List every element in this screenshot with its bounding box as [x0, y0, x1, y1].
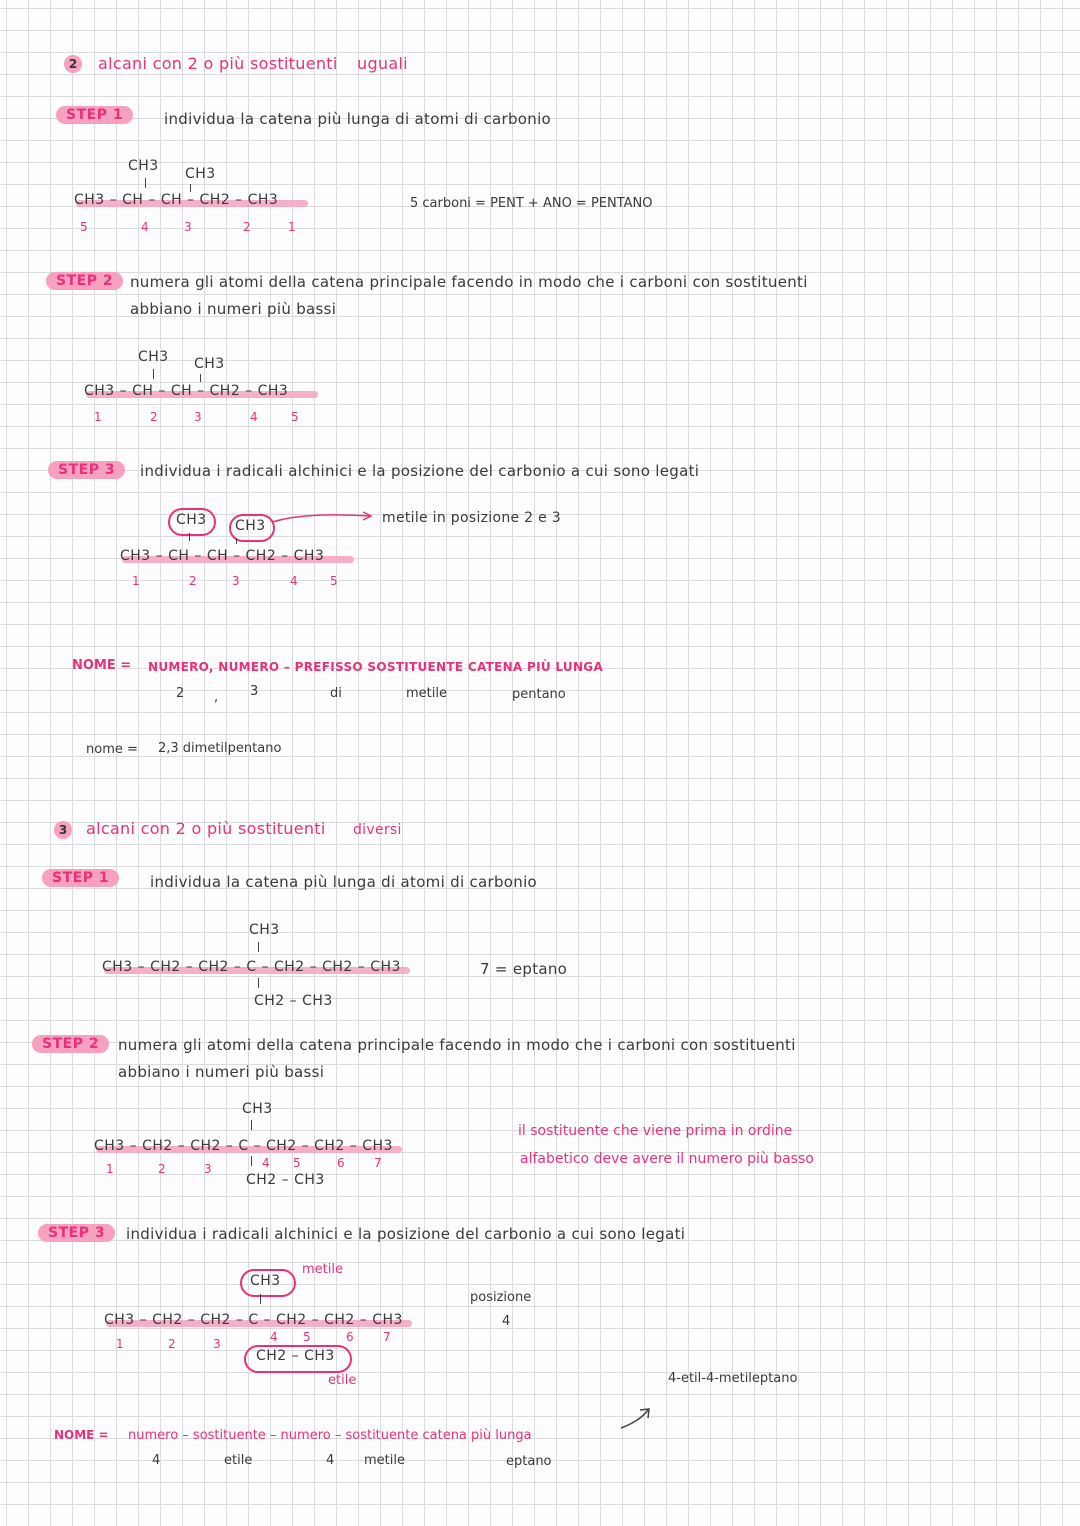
name-value: metile — [406, 686, 447, 701]
bond-line — [190, 184, 191, 192]
name-label: NOME = — [72, 658, 132, 673]
chain-number: 5 — [293, 1156, 301, 1170]
chain-number: 3 — [213, 1337, 221, 1351]
section-3-title-main: alcani con 2 o più sostituenti — [86, 819, 326, 838]
chain-number: 2 — [189, 574, 197, 588]
step-2-text-line1: numera gli atomi della catena principale facendo in modo che i carboni con sostituenti — [118, 1036, 796, 1054]
chain-number: 4 — [270, 1330, 278, 1344]
chain-number: 2 — [158, 1162, 166, 1176]
name-value: metile — [364, 1453, 405, 1468]
chain-number: 3 — [204, 1162, 212, 1176]
bond-line — [258, 942, 259, 952]
substituent-ch3: CH3 — [250, 1273, 281, 1289]
step-2-badge: STEP 2 — [32, 1035, 109, 1053]
step-2-text-line1: numera gli atomi della catena principale facendo in modo che i carboni con sostituenti — [130, 273, 808, 291]
chain-number: 2 — [150, 410, 158, 424]
step-2-badge: STEP 2 — [46, 272, 123, 290]
rule-note-line2: alfabetico deve avere il numero più basso — [520, 1151, 814, 1167]
name-pattern: NUMERO, NUMERO – PREFISSO SOSTITUENTE CATENA PIÙ LUNGA — [148, 660, 604, 674]
substituent-ethyl: CH2 – CH3 — [254, 993, 333, 1009]
bond-line — [260, 1294, 261, 1304]
step-1-badge: STEP 1 — [56, 106, 133, 124]
chain-number: 1 — [288, 220, 296, 234]
substituent-ch3-b: CH3 — [194, 356, 225, 372]
chain-number: 7 — [383, 1330, 391, 1344]
name-value: pentano — [512, 687, 566, 702]
bond-line — [153, 369, 154, 379]
bond-line — [145, 178, 146, 188]
step-1-text: individua la catena più lunga di atomi di carbonio — [150, 873, 538, 891]
step-1-text: individua la catena più lunga di atomi di carbonio — [164, 110, 552, 128]
substituent-ch3: CH3 — [249, 922, 280, 938]
name-label: NOME = — [54, 1428, 109, 1442]
label-etile: etile — [328, 1373, 357, 1388]
section-3-title — [86, 819, 402, 838]
name-value: eptano — [506, 1454, 552, 1469]
step-1-badge: STEP 1 — [42, 869, 119, 887]
section-2-title-main: alcani con 2 o più sostituenti — [98, 54, 338, 73]
label-metile: metile — [302, 1262, 343, 1277]
name-value: 4 — [326, 1453, 335, 1468]
step-3-badge: STEP 3 — [38, 1224, 115, 1242]
chain-number: 3 — [232, 574, 240, 588]
name-value: 3 — [250, 684, 259, 699]
name-value: 4 — [152, 1453, 161, 1468]
substituent-ch3-a: CH3 — [128, 158, 159, 174]
main-chain: CH3 – CH2 – CH2 – C – CH2 – CH2 – CH3 — [104, 1312, 403, 1328]
main-chain: CH3 – CH2 – CH2 – C – CH2 – CH2 – CH3 — [94, 1138, 393, 1154]
main-chain: CH3 – CH – CH – CH2 – CH3 — [120, 548, 325, 564]
position-value: 4 — [502, 1314, 511, 1329]
carbon-count-note: 7 = eptano — [480, 960, 568, 978]
substituent-ethyl: CH2 – CH3 — [246, 1172, 325, 1188]
step-2-text-line2: abbiano i numeri più bassi — [118, 1063, 325, 1081]
main-chain: CH3 – CH – CH – CH2 – CH3 — [74, 192, 279, 208]
bond-line — [258, 978, 259, 988]
name-value: di — [330, 686, 342, 701]
bond-line — [200, 374, 201, 382]
arrow-icon — [270, 508, 380, 528]
step-3-text: individua i radicali alchinici e la posizione del carbonio a cui sono legati — [140, 462, 700, 480]
arrow-note: metile in posizione 2 e 3 — [382, 510, 561, 526]
rule-note-line1: il sostituente che viene prima in ordine — [518, 1123, 793, 1139]
substituent-ch3-a: CH3 — [138, 349, 169, 365]
chain-number: 6 — [337, 1156, 345, 1170]
chain-number: 5 — [303, 1330, 311, 1344]
chain-number: 4 — [290, 574, 298, 588]
chain-number: 1 — [132, 574, 140, 588]
chain-number: 2 — [168, 1337, 176, 1351]
chain-number: 1 — [106, 1162, 114, 1176]
chain-number: 4 — [262, 1156, 270, 1170]
section-3-title-qualifier: diversi — [353, 822, 402, 838]
chain-number: 7 — [374, 1156, 382, 1170]
chain-number: 5 — [330, 574, 338, 588]
result-name: 4-etil-4-metileptano — [668, 1371, 798, 1386]
bond-line — [236, 538, 237, 544]
chain-number: 4 — [250, 410, 258, 424]
chain-number: 4 — [141, 220, 149, 234]
name-value: 2 — [176, 686, 185, 701]
step-3-text: individua i radicali alchinici e la posizione del carbonio a cui sono legati — [126, 1225, 686, 1243]
step-3-badge: STEP 3 — [48, 461, 125, 479]
chain-number: 5 — [80, 220, 88, 234]
step-2-text-line2: abbiano i numeri più bassi — [130, 300, 337, 318]
final-name-label: nome = — [86, 742, 138, 757]
name-value: etile — [224, 1453, 253, 1468]
chain-number: 5 — [291, 410, 299, 424]
substituent-ch3-a: CH3 — [176, 512, 207, 528]
bond-line — [251, 1156, 252, 1166]
bond-line — [251, 1120, 252, 1130]
main-chain: CH3 – CH2 – CH2 – C – CH2 – CH2 – CH3 — [102, 959, 401, 975]
substituent-ch3-b: CH3 — [235, 518, 266, 534]
chain-number: 3 — [194, 410, 202, 424]
chain-number: 2 — [243, 220, 251, 234]
section-2-title — [98, 54, 408, 73]
substituent-ethyl: CH2 – CH3 — [256, 1348, 335, 1364]
name-value: , — [214, 690, 219, 705]
arrow-icon — [618, 1406, 654, 1432]
final-name-value: 2,3 dimetilpentano — [158, 741, 282, 756]
section-2-number: 2 — [64, 55, 82, 73]
bond-line — [189, 533, 190, 541]
chain-number: 6 — [346, 1330, 354, 1344]
chain-number: 3 — [184, 220, 192, 234]
section-3-number: 3 — [54, 821, 72, 839]
main-chain: CH3 – CH – CH – CH2 – CH3 — [84, 383, 289, 399]
substituent-ch3: CH3 — [242, 1101, 273, 1117]
substituent-ch3-b: CH3 — [185, 166, 216, 182]
chain-number: 1 — [94, 410, 102, 424]
position-label: posizione — [470, 1290, 532, 1305]
carbon-count-note: 5 carboni = PENT + ANO = PENTANO — [410, 196, 653, 211]
name-pattern: numero – sostituente – numero – sostituente catena più lunga — [128, 1428, 532, 1443]
chain-number: 1 — [116, 1337, 124, 1351]
section-2-title-qualifier: uguali — [357, 54, 408, 73]
